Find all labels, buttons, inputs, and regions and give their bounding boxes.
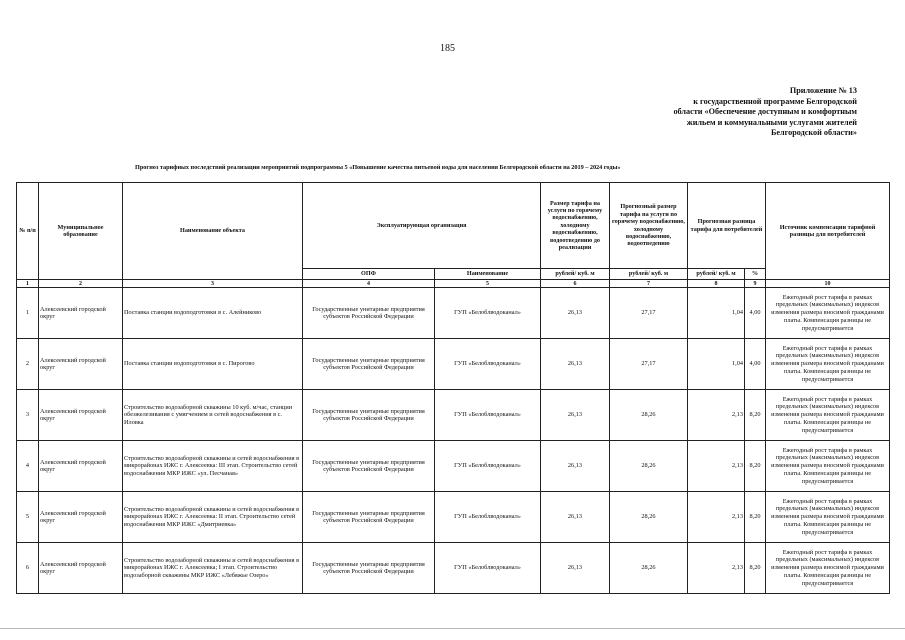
source-cell: Ежегодный рост тарифа в рамках предельных (максимальных) индексов изменения размера вносимой гражданами платы. Компенсация разницы не предусматривается <box>766 543 890 594</box>
diff-cell: 2,13 <box>688 441 745 492</box>
percent-cell: 8,20 <box>745 390 766 441</box>
org-cell: ГУП «Белоблводоканал» <box>435 492 541 543</box>
table-row <box>17 543 890 594</box>
table-row <box>17 390 890 441</box>
opf-cell: Государственные унитарные предприятия субъектов Российской Федерации <box>303 441 435 492</box>
tariff-forecast-cell: 28,26 <box>610 390 688 441</box>
diff-cell: 1,04 <box>688 288 745 339</box>
header-tariff-size: Размер тарифа на услуги по горячему водоснабжению, холодному водоснабжению, водоотведению до реализации <box>541 183 610 269</box>
column-number: 10 <box>766 280 890 288</box>
column-number: 6 <box>541 280 610 288</box>
opf-cell: Государственные унитарные предприятия субъектов Российской Федерации <box>303 339 435 390</box>
column-number: 3 <box>123 280 303 288</box>
tariff-forecast-cell: 28,26 <box>610 492 688 543</box>
source-cell: Ежегодный рост тарифа в рамках предельных (максимальных) индексов изменения размера вносимой гражданами платы. Компенсация разницы не предусматривается <box>766 288 890 339</box>
header-unit: рублей/ куб. м <box>610 269 688 280</box>
diff-cell: 2,13 <box>688 492 745 543</box>
tariff-before-cell: 26,13 <box>541 288 610 339</box>
opf-cell: Государственные унитарные предприятия субъектов Российской Федерации <box>303 543 435 594</box>
percent-cell: 8,20 <box>745 441 766 492</box>
object-cell: Поставка станции водоподготовки в с. Пирогово <box>123 339 303 390</box>
row-number: 2 <box>17 339 39 390</box>
appendix-line: Белгородской области» <box>770 128 857 137</box>
source-cell: Ежегодный рост тарифа в рамках предельных (максимальных) индексов изменения размера вносимой гражданами платы. Компенсация разницы не предусматривается <box>766 390 890 441</box>
diff-cell: 1,04 <box>688 339 745 390</box>
row-number: 4 <box>17 441 39 492</box>
diff-cell: 2,13 <box>688 390 745 441</box>
column-number: 2 <box>39 280 123 288</box>
header-num: № п/п <box>17 183 39 280</box>
org-cell: ГУП «Белоблводоканал» <box>435 390 541 441</box>
org-cell: ГУП «Белоблводоканал» <box>435 339 541 390</box>
table-row <box>17 339 890 390</box>
object-cell: Строительство водозаборной скважины и сетей водоснабжения в микрорайонах ИЖС г. Алексеевка: III этап. Строительство сетей водоснабжения МКР ИЖС «ул. Песчаная» <box>123 441 303 492</box>
opf-cell: Государственные унитарные предприятия субъектов Российской Федерации <box>303 288 435 339</box>
column-number: 7 <box>610 280 688 288</box>
municipality-cell: Алексеевский городской округ <box>39 441 123 492</box>
diff-cell: 2,13 <box>688 543 745 594</box>
tariff-forecast-cell: 27,17 <box>610 288 688 339</box>
row-number: 6 <box>17 543 39 594</box>
tariff-before-cell: 26,13 <box>541 492 610 543</box>
table-row <box>17 288 890 339</box>
tariff-before-cell: 26,13 <box>541 441 610 492</box>
table-row <box>17 492 890 543</box>
appendix-heading <box>537 86 857 139</box>
tariff-forecast-cell: 28,26 <box>610 441 688 492</box>
percent-cell: 4,00 <box>745 288 766 339</box>
municipality-cell: Алексеевский городской округ <box>39 492 123 543</box>
appendix-line: Приложение № 13 <box>789 86 857 95</box>
source-cell: Ежегодный рост тарифа в рамках предельных (максимальных) индексов изменения размера вносимой гражданами платы. Компенсация разницы не предусматривается <box>766 492 890 543</box>
municipality-cell: Алексеевский городской округ <box>39 339 123 390</box>
org-cell: ГУП «Белоблводоканал» <box>435 543 541 594</box>
page-number: 185 <box>440 43 455 54</box>
source-cell: Ежегодный рост тарифа в рамках предельных (максимальных) индексов изменения размера вносимой гражданами платы. Компенсация разницы не предусматривается <box>766 441 890 492</box>
tariff-before-cell: 26,13 <box>541 390 610 441</box>
appendix-line: жильем и коммунальными услугами жителей <box>686 117 857 127</box>
tariff-before-cell: 26,13 <box>541 339 610 390</box>
header-forecast-diff: Прогнозная разница тарифа для потребителей <box>688 183 766 269</box>
object-cell: Строительство водозаборной скважины 10 куб. м/час, станции обезжелезивания с умягчением и сетей водоснабжения в с. Иловка <box>123 390 303 441</box>
object-cell: Поставка станции водоподготовки в с. Алейниково <box>123 288 303 339</box>
object-cell: Строительство водозаборной скважины и сетей водоснабжения в микрорайонах ИЖС г. Алексеевка: II этап. Строительство сетей водоснабжения МКР ИЖС «Дмитриевка» <box>123 492 303 543</box>
document-title: Прогноз тарифных последствий реализации мероприятий подпрограммы 5 «Повышение качества питьевой воды для населения Белгородской области на 2019 – 2024 годы» <box>135 164 621 171</box>
header-municipality: Муниципальное образование <box>39 183 123 280</box>
row-number: 1 <box>17 288 39 339</box>
source-cell: Ежегодный рост тарифа в рамках предельных (максимальных) индексов изменения размера вносимой гражданами платы. Компенсация разницы не предусматривается <box>766 339 890 390</box>
tariff-forecast-cell: 27,17 <box>610 339 688 390</box>
header-compensation: Источник компенсации тарифной разницы для потребителей <box>766 183 890 280</box>
percent-cell: 8,20 <box>745 492 766 543</box>
column-number: 8 <box>688 280 745 288</box>
header-unit: рублей/ куб. м <box>688 269 745 280</box>
header-operator: Эксплуатирующая организация <box>303 183 541 269</box>
percent-cell: 8,20 <box>745 543 766 594</box>
header-opf: ОПФ <box>303 269 435 280</box>
row-number: 5 <box>17 492 39 543</box>
header-unit: рублей/ куб. м <box>541 269 610 280</box>
column-number: 9 <box>745 280 766 288</box>
percent-cell: 4,00 <box>745 339 766 390</box>
appendix-line: к государственной программе Белгородской <box>693 96 857 106</box>
org-cell: ГУП «Белоблводоканал» <box>435 288 541 339</box>
header-object-name: Наименование объекта <box>123 183 303 280</box>
municipality-cell: Алексеевский городской округ <box>39 543 123 594</box>
object-cell: Строительство водозаборной скважины и сетей водоснабжения в микрорайонах ИЖС г. Алексеевка; I этап. Строительство водозаборной скважины МКР ИЖС «Лебяжье Озеро» <box>123 543 303 594</box>
table-row <box>17 441 890 492</box>
column-number: 5 <box>435 280 541 288</box>
page-bottom-rule <box>0 628 905 629</box>
tariff-before-cell: 26,13 <box>541 543 610 594</box>
column-number: 4 <box>303 280 435 288</box>
row-number: 3 <box>17 390 39 441</box>
opf-cell: Государственные унитарные предприятия субъектов Российской Федерации <box>303 492 435 543</box>
tariff-forecast-cell: 28,26 <box>610 543 688 594</box>
header-forecast-tariff: Прогнозный размер тарифа на услуги по горячему водоснабжению, холодному водоснабжению, водоотведению <box>610 183 688 269</box>
header-percent: % <box>745 269 766 280</box>
municipality-cell: Алексеевский городской округ <box>39 390 123 441</box>
municipality-cell: Алексеевский городской округ <box>39 288 123 339</box>
column-number: 1 <box>17 280 39 288</box>
appendix-line: области «Обеспечение доступным и комфортным <box>673 107 857 116</box>
tariff-forecast-table <box>16 182 890 594</box>
opf-cell: Государственные унитарные предприятия субъектов Российской Федерации <box>303 390 435 441</box>
header-org-name: Наименование <box>435 269 541 280</box>
org-cell: ГУП «Белоблводоканал» <box>435 441 541 492</box>
